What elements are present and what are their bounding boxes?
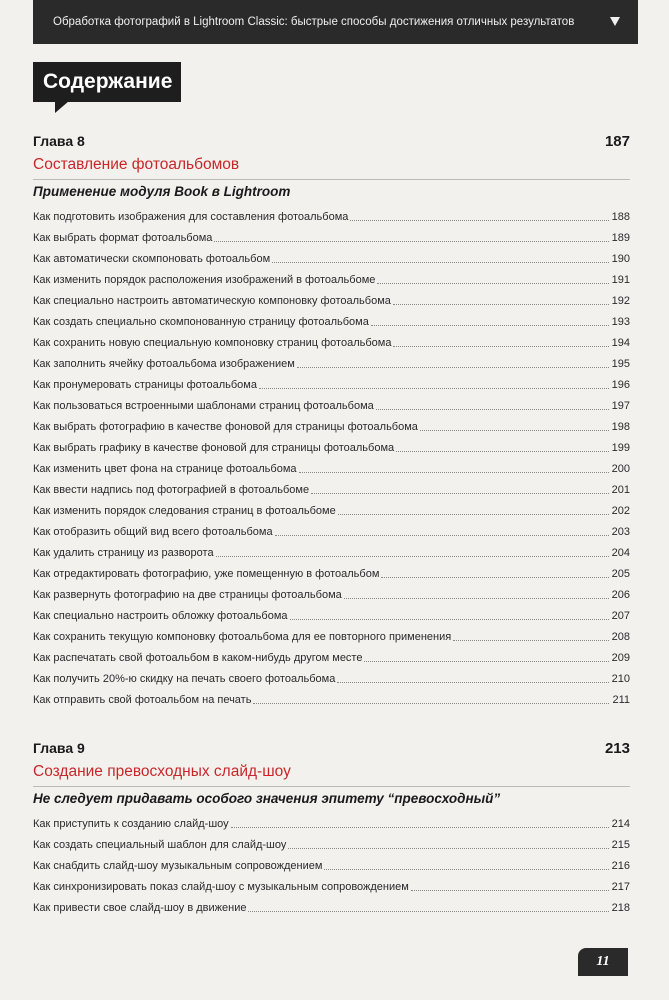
toc-entry [33,225,630,246]
toc-entry [33,498,630,519]
dot-leader [297,367,609,368]
dot-leader [259,388,609,389]
chapter-header [33,740,630,760]
entry-text: Как отправить свой фотоальбом на печать [33,694,252,706]
dot-leader [393,304,609,305]
toc-entry [33,832,630,853]
section-tag [33,62,181,102]
entry-text: Как распечатать свой фотоальбом в каком-нибудь другом месте [33,652,363,664]
dot-leader [324,869,608,870]
chapter-9 [33,740,630,916]
entry-text: Как снабдить слайд-шоу музыкальным сопровождением [33,860,323,872]
entry-text: Как пронумеровать страницы фотоальбома [33,379,257,391]
entry-text: Как отредактировать фотографию, уже помещенную в фотоальбом [33,568,380,580]
entry-page: 189 [611,232,630,244]
chapter-subtitle: Не следует придавать особого значения эпитету “превосходный” [33,791,501,806]
dot-leader [453,640,608,641]
toc-entry [33,435,630,456]
entry-text: Как сохранить новую специальную компоновку страниц фотоальбома [33,337,392,349]
chapter-page: 213 [604,740,630,757]
toc-entry [33,519,630,540]
dot-leader [364,661,608,662]
entry-page: 203 [611,526,630,538]
entry-page: 194 [611,337,630,349]
toc-entry [33,624,630,645]
entry-text: Как получить 20%-ю скидку на печать своего фотоальбома [33,673,336,685]
entry-page: 193 [611,316,630,328]
entry-page: 188 [611,211,630,223]
entry-text: Как выбрать графику в качестве фоновой для страницы фотоальбома [33,442,395,454]
entry-page: 210 [611,673,630,685]
entry-page: 191 [611,274,630,286]
toc-entry [33,267,630,288]
dot-leader [214,241,608,242]
entry-text: Как выбрать фотографию в качестве фоновой для страницы фотоальбома [33,421,418,433]
entry-text: Как специально настроить автоматическую компоновку фотоальбома [33,295,391,307]
toc-entry [33,351,630,372]
entry-text: Как заполнить ячейку фотоальбома изображением [33,358,295,370]
toc-entry [33,603,630,624]
entry-text: Как специально настроить обложку фотоальбома [33,610,288,622]
toc-entry [33,477,630,498]
dot-leader [338,514,609,515]
entry-text: Как развернуть фотографию на две страницы фотоальбома [33,589,342,601]
entry-text: Как автоматически скомпоновать фотоальбом [33,253,271,265]
dot-leader [288,848,608,849]
chapter-8 [33,133,630,708]
entry-text: Как подготовить изображения для составления фотоальбома [33,211,349,223]
toc-entry [33,204,630,225]
running-header [33,0,638,44]
chapter-title: Создание превосходных слайд-шоу [33,763,630,787]
page-number: 11 [578,948,628,976]
toc-entry [33,582,630,603]
entry-page: 215 [611,839,630,851]
entry-text: Как привести свое слайд-шоу в движение [33,902,247,914]
entry-page: 197 [611,400,630,412]
chapter-page: 187 [604,133,630,150]
dot-leader [275,535,609,536]
entry-page: 208 [611,631,630,643]
toc-entry [33,372,630,393]
dot-leader [216,556,609,557]
entry-text: Как синхронизировать показ слайд-шоу с музыкальным сопровождением [33,881,409,893]
dot-leader [299,472,609,473]
dot-leader [253,703,609,704]
toc-entries [33,204,630,708]
triangle-down-icon [610,17,620,26]
entry-page: 209 [611,652,630,664]
entry-page: 216 [611,860,630,872]
entry-page: 190 [611,253,630,265]
dot-leader [311,493,609,494]
dot-leader [376,409,609,410]
toc-entry [33,811,630,832]
toc-entries [33,811,630,916]
entry-text: Как создать специальный шаблон для слайд-шоу [33,839,287,851]
entry-page: 192 [611,295,630,307]
entry-text: Как изменить порядок расположения изображений в фотоальбоме [33,274,376,286]
entry-page: 196 [611,379,630,391]
dot-leader [381,577,608,578]
entry-text: Как ввести надпись под фотографией в фотоальбоме [33,484,310,496]
dot-leader [411,890,609,891]
entry-text: Как сохранить текущую компоновку фотоальбома для ее повторного применения [33,631,452,643]
dot-leader [393,346,608,347]
entry-text: Как пользоваться встроенными шаблонами страниц фотоальбома [33,400,374,412]
entry-text: Как отобразить общий вид всего фотоальбома [33,526,273,538]
entry-page: 199 [611,442,630,454]
toc-entry [33,246,630,267]
entry-page: 200 [611,463,630,475]
entry-text: Как выбрать формат фотоальбома [33,232,213,244]
dot-leader [344,598,609,599]
dot-leader [272,262,609,263]
dot-leader [420,430,609,431]
toc-entry [33,645,630,666]
chapter-label: Глава 9 [33,740,85,756]
entry-text: Как приступить к созданию слайд-шоу [33,818,229,830]
toc-entry [33,540,630,561]
entry-page: 211 [612,694,630,706]
entry-page: 206 [611,589,630,601]
toc-entry [33,687,630,708]
toc-entry [33,456,630,477]
chapter-header [33,133,630,153]
toc-entry [33,288,630,309]
chapter-subtitle: Применение модуля Book в Lightroom [33,184,291,199]
toc-entry [33,666,630,687]
dot-leader [396,451,609,452]
dot-leader [231,827,609,828]
dot-leader [371,325,609,326]
entry-page: 202 [611,505,630,517]
entry-page: 218 [611,902,630,914]
entry-text: Как удалить страницу из разворота [33,547,214,559]
entry-page: 195 [611,358,630,370]
entry-page: 198 [611,421,630,433]
toc-entry [33,895,630,916]
speech-tail-decoration [55,101,69,113]
entry-page: 214 [611,818,630,830]
entry-page: 205 [611,568,630,580]
toc-entry [33,853,630,874]
running-title: Обработка фотографий в Lightroom Classic: быстрые способы достижения отличных результатов [53,16,575,28]
entry-text: Как создать специально скомпонованную страницу фотоальбома [33,316,369,328]
entry-text: Как изменить цвет фона на странице фотоальбома [33,463,297,475]
toc-entry [33,393,630,414]
section-title: Содержание [43,70,173,93]
entry-page: 217 [611,881,630,893]
dot-leader [248,911,608,912]
dot-leader [290,619,609,620]
toc-entry [33,309,630,330]
entry-page: 207 [611,610,630,622]
entry-text: Как изменить порядок следования страниц в фотоальбоме [33,505,336,517]
toc-entry [33,330,630,351]
toc-entry [33,561,630,582]
dot-leader [377,283,608,284]
dot-leader [350,220,608,221]
entry-page: 204 [611,547,630,559]
entry-page: 201 [611,484,630,496]
chapter-label: Глава 8 [33,133,85,149]
dot-leader [337,682,608,683]
toc-entry [33,414,630,435]
chapter-title: Составление фотоальбомов [33,156,630,180]
toc-entry [33,874,630,895]
